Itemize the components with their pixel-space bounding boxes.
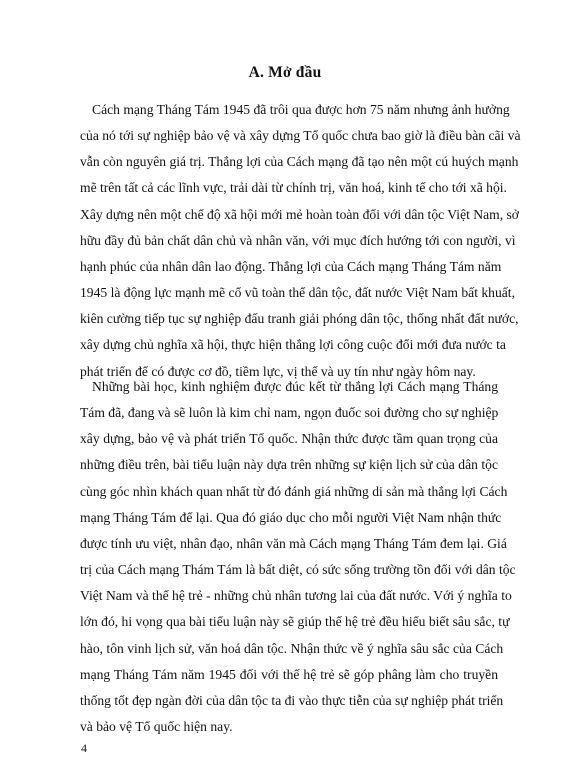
text-line: của nó tới sự nghiệp bảo vệ và xây dựng Tổ quốc chưa bao giờ là điều bàn cãi và bbox=[80, 128, 521, 144]
text-line: thống tốt đẹp ngàn đời của dân tộc ta đi vào thực tiễn của sự nghiệp phát triển bbox=[80, 692, 504, 708]
text-line: Cách mạng Tháng Tám 1945 đã trôi qua được hơn 75 năm nhưng ảnh hưởng bbox=[92, 102, 510, 117]
text-line: được tính ưu việt, nhân đạo, nhân văn mà Cách mạng Tháng Tám đem lại. Giá bbox=[80, 535, 507, 551]
text-line: và bảo vệ Tổ quốc hiện nay. bbox=[80, 719, 233, 735]
text-line: Việt Nam và thế hệ trẻ - những chủ nhân tương lai của đất nước. Với ý nghĩa to bbox=[80, 588, 512, 604]
text-line: những điều trên, bài tiểu luận này dựa trên những sự kiện lịch sử của dân tộc bbox=[80, 457, 498, 473]
text-line: 1945 là động lực mạnh mẽ cổ vũ toàn thể dân tộc, đất nước Việt Nam bất khuất, bbox=[80, 285, 515, 301]
text-line: lớn đó, hi vọng qua bài tiểu luận này sẽ giúp thế hệ trẻ đều hiểu biết sâu sắc, tự bbox=[80, 614, 510, 630]
text-line: Xây dựng nên một chế độ xã hội mới mẻ hoàn toàn đối với dân tộc Việt Nam, sở bbox=[80, 206, 519, 222]
paragraph-1 bbox=[80, 97, 521, 385]
text-line: mạng Tháng Tám để lại. Qua đó giáo dục cho mỗi người Việt Nam nhận thức bbox=[80, 509, 502, 525]
text-line: cùng góc nhìn khách quan nhất từ đó đánh giá những di sản mà thắng lợi Cách bbox=[80, 483, 508, 499]
text-line: hạnh phúc của nhân dân lao động. Thắng lợi của Cách mạng Tháng Tám năm bbox=[80, 258, 502, 274]
text-line: mẽ trên tất cả các lĩnh vực, trải dài từ chính trị, văn hoá, kinh tế cho tới xã hội. bbox=[80, 180, 507, 196]
text-line: hào, tôn vinh lịch sử, văn hoá dân tộc. Nhận thức về ý nghĩa sâu sắc của Cách bbox=[80, 640, 504, 656]
text-line: phát triển để có được cơ đồ, tiềm lực, vị thế và uy tín như ngày hôm nay. bbox=[80, 363, 476, 379]
text-line: kiên cường tiếp tục sự nghiệp đấu tranh giải phóng dân tộc, thống nhất đất nước, bbox=[80, 311, 519, 327]
text-line: xây dựng chủ nghĩa xã hội, thực hiện thắng lợi công cuộc đổi mới đưa nước ta bbox=[80, 337, 506, 353]
text-line: Tám đã, đang và sẽ luôn là kim chỉ nam, ngọn đuốc soi đường cho sự nghiệp bbox=[80, 405, 499, 421]
paragraph-2 bbox=[80, 374, 516, 740]
section-heading: A. Mở đầu bbox=[248, 64, 322, 81]
text-line: xây dựng, bảo vệ và phát triển Tổ quốc. Nhận thức được tầm quan trọng của bbox=[80, 431, 498, 447]
text-line: trị của Cách mạng Thám Tám là bất diệt, có sức sống trường tồn đối với dân tộc bbox=[80, 562, 516, 578]
text-line: hữu đầy đủ bản chất dân chủ và nhân văn, với mục đích hướng tới con người, vì bbox=[80, 232, 516, 248]
text-line: mạng Tháng Tám năm 1945 đối với thế hệ trẻ sẽ góp phâng làm cho truyền bbox=[80, 666, 498, 682]
text-line: vẫn còn nguyên giá trị. Thắng lợi của Cách mạng đã tạo nên một cú huých mạnh bbox=[80, 154, 519, 170]
page-number: 4 bbox=[81, 741, 87, 755]
text-line: Những bài học, kinh nghiệm được đúc kết từ thắng lợi Cách mạng Tháng bbox=[92, 379, 498, 394]
